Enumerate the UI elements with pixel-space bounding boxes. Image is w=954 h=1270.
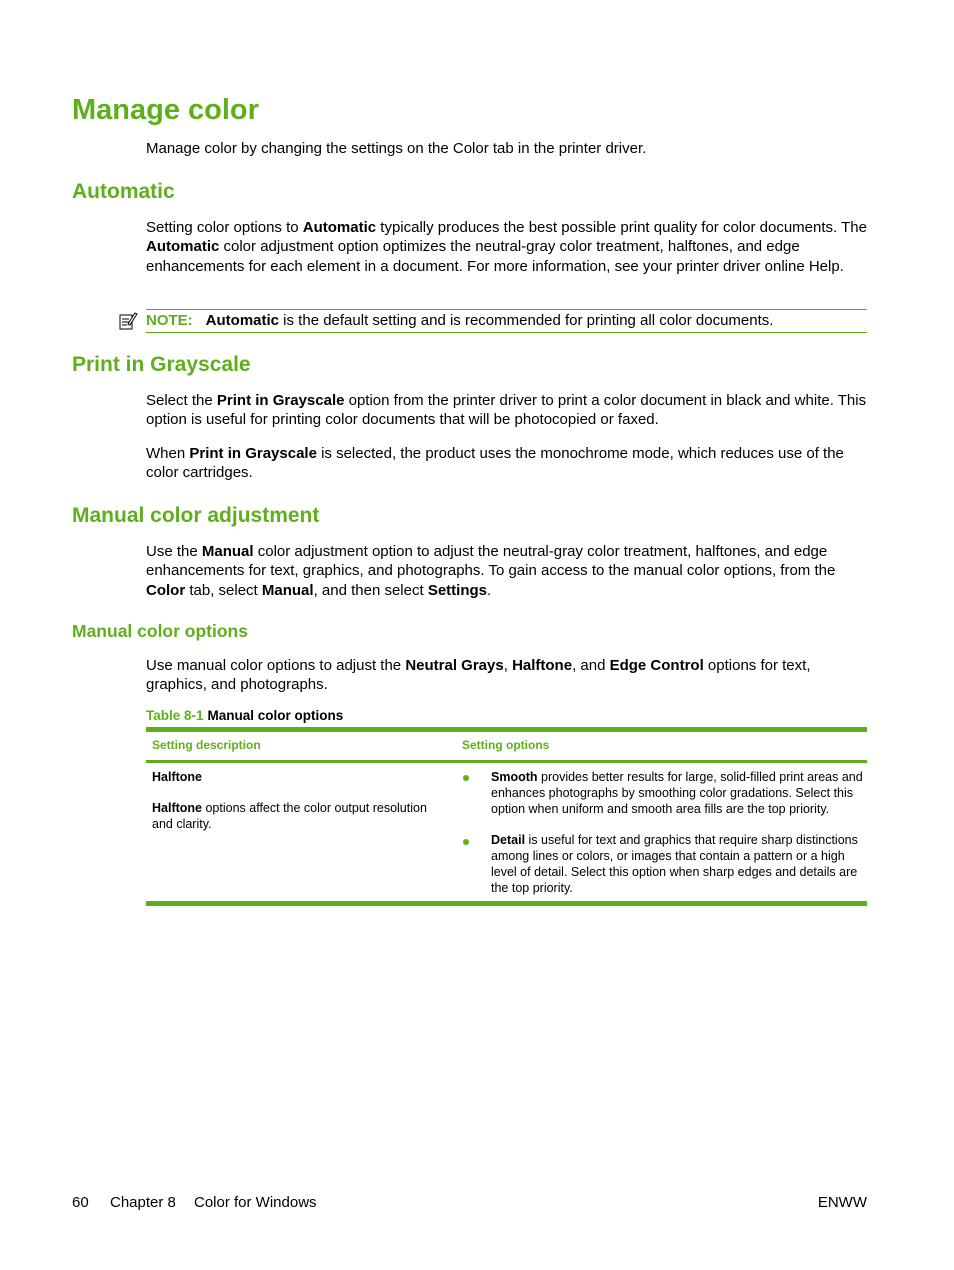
automatic-paragraph: Setting color options to Automatic typically produces the best possible print quality for color documents. The Automatic color adjustment option optimizes the neutral-gray color treatment, halftones, and edge enhancements for each element in a document. For more information, see your printer driver online Help. xyxy=(146,219,867,275)
footer-chapter: Chapter 8 xyxy=(110,1194,176,1211)
note-text: NOTE: Automatic is the default setting and is recommended for printing all color documents. xyxy=(146,312,774,329)
footer-chapter-title: Color for Windows xyxy=(194,1194,317,1211)
table-caption-number: Table 8-1 xyxy=(146,708,204,723)
table-bottom-rule xyxy=(146,901,867,906)
grayscale-paragraph-2: When Print in Grayscale is selected, the product uses the monochrome mode, which reduces use of the color cartridges. xyxy=(146,445,844,482)
heading-automatic: Automatic xyxy=(72,180,175,203)
heading-grayscale: Print in Grayscale xyxy=(72,353,251,376)
note-icon xyxy=(118,311,138,331)
table-header-options: Setting options xyxy=(462,738,550,752)
bullet-icon xyxy=(463,839,469,845)
table-caption xyxy=(146,707,343,725)
note-label: NOTE: xyxy=(146,312,193,329)
table-row-description: Halftone options affect the color output resolution and clarity. xyxy=(152,801,427,831)
manual-paragraph: Use the Manual color adjustment option to adjust the neutral-gray color treatment, halftones, and edge enhancements for text, graphics, and photographs. To gain access to the manual color options, from the Color tab, select Manual, and then select Settings. xyxy=(146,543,836,599)
table-header-description: Setting description xyxy=(152,738,261,752)
footer-enww: ENWW xyxy=(817,1194,867,1211)
page-title: Manage color xyxy=(72,94,259,126)
option-detail: Detail is useful for text and graphics that require sharp distinctions among lines or colors, or images that contain a pattern or a high level of detail. Select this option when sharp edges and details are the top priority. xyxy=(491,833,858,895)
footer-page-number: 60 xyxy=(72,1194,89,1211)
option-smooth: Smooth provides better results for large, solid-filled print areas and enhances photographs by smoothing color gradations. Select this option when uniform and smooth area fills are the top priority. xyxy=(491,770,863,816)
manual-color-options-table xyxy=(146,727,867,906)
table-row-title: Halftone xyxy=(152,770,202,784)
table-header-rule xyxy=(146,760,867,763)
grayscale-paragraph-1: Select the Print in Grayscale option from the printer driver to print a color document in black and white. This option is useful for printing color documents that will be photocopied or faxed. xyxy=(146,392,867,429)
intro-paragraph: Manage color by changing the settings on the Color tab in the printer driver. xyxy=(146,140,647,157)
note-box xyxy=(146,309,867,333)
options-paragraph: Use manual color options to adjust the Neutral Grays, Halftone, and Edge Control options for text, graphics, and photographs. xyxy=(146,657,811,694)
table-top-rule xyxy=(146,727,867,732)
bullet-icon xyxy=(463,775,469,781)
heading-manual-adjustment: Manual color adjustment xyxy=(72,504,320,527)
heading-manual-options: Manual color options xyxy=(72,621,248,641)
table-caption-text: Manual color options xyxy=(207,708,344,723)
